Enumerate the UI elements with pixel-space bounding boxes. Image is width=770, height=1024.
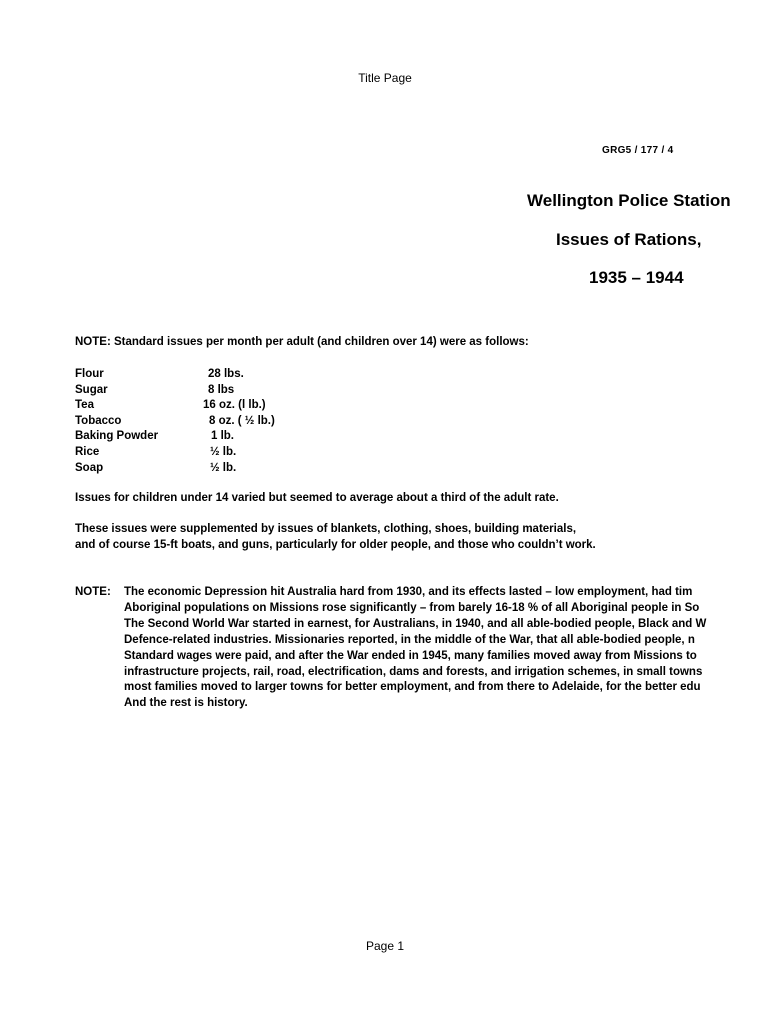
note-line: The Second World War started in earnest, for Australians, in 1940, and all able-bodied people, Black and W: [124, 617, 707, 630]
ration-quantity: ½ lb.: [210, 445, 237, 458]
ration-quantity: 1 lb.: [211, 430, 235, 443]
ration-item: Tea: [75, 399, 94, 412]
note-line: infrastructure projects, rail, road, electrification, dams and forests, and irrigation schemes, in small towns: [124, 665, 703, 678]
depression-note: [75, 585, 770, 712]
page-footer: Page 1: [365, 939, 405, 953]
standard-issues-note: NOTE: Standard issues per month per adult (and children over 14) were as follows:: [75, 336, 529, 348]
title-line-3: 1935 – 1944: [589, 268, 684, 287]
ration-item: Sugar: [75, 383, 108, 396]
ration-item: Flour: [75, 368, 104, 380]
page-header: Title Page: [358, 71, 412, 85]
title-line-1: Wellington Police Station: [527, 191, 731, 210]
ration-quantity: 28 lbs.: [208, 368, 244, 380]
ration-quantity: ½ lb.: [210, 461, 237, 474]
note-label: NOTE:: [75, 586, 111, 598]
ration-item: Tobacco: [75, 414, 122, 427]
note-line: Defence-related industries. Missionaries reported, in the middle of the War, that all able-bodied people, n: [124, 633, 695, 646]
ration-quantity: 8 oz. ( ½ lb.): [209, 414, 275, 427]
supplement-paragraph: [75, 522, 596, 553]
children-note: Issues for children under 14 varied but seemed to average about a third of the adult rate.: [75, 492, 559, 504]
note-line: The economic Depression hit Australia hard from 1930, and its effects lasted – low employment, had tim: [124, 586, 693, 598]
supplement-line: These issues were supplemented by issues of blankets, clothing, shoes, building materials,: [75, 523, 577, 535]
note-line: And the rest is history.: [124, 697, 248, 710]
ration-quantity: 8 lbs: [208, 383, 235, 396]
note-line: most families moved to larger towns for better employment, and from there to Adelaide, for the better edu: [124, 681, 701, 694]
ration-quantity: 16 oz. (l lb.): [203, 399, 266, 412]
ration-item: Rice: [75, 445, 100, 458]
title-line-2: Issues of Rations,: [556, 230, 702, 249]
ration-item: Baking Powder: [75, 430, 159, 443]
ration-item: Soap: [75, 461, 104, 474]
archive-reference: GRG5 / 177 / 4: [602, 145, 674, 156]
supplement-line: and of course 15-ft boats, and guns, particularly for older people, and those who couldn’t work.: [75, 538, 596, 551]
note-line: Aboriginal populations on Missions rose significantly – from barely 16-18 % of all Aboriginal people in So: [124, 601, 700, 614]
note-line: Standard wages were paid, and after the War ended in 1945, many families moved away from Missions to: [124, 649, 697, 662]
